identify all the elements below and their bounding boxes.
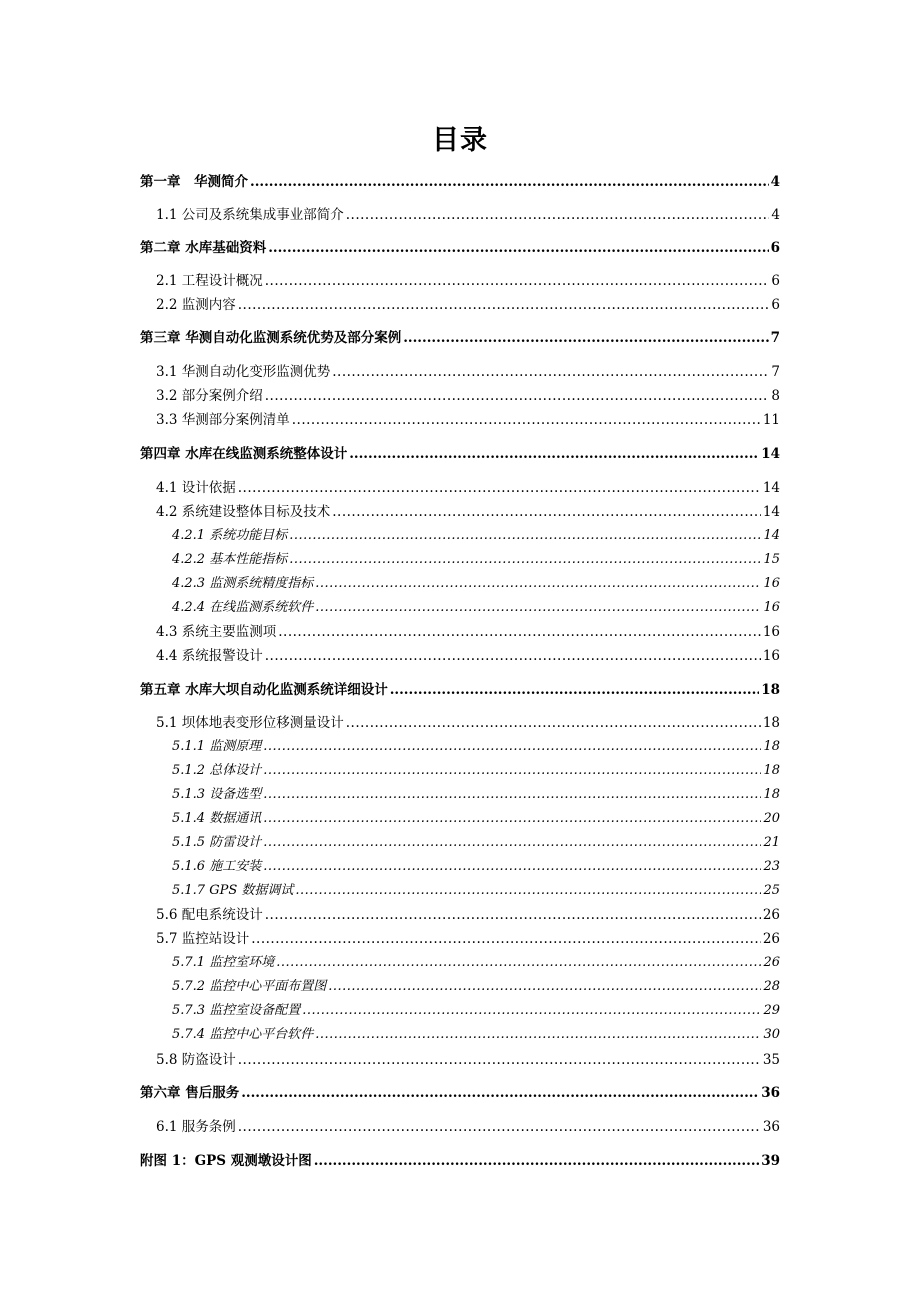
toc-dot-leader	[346, 205, 770, 225]
toc-section-entry[interactable]	[156, 271, 780, 291]
toc-dot-leader	[315, 598, 761, 618]
toc-page-number: 29	[763, 1003, 780, 1018]
toc-entry-label: 附图 1：GPS 观测墩设计图	[140, 1153, 312, 1169]
toc-subsection-entry[interactable]	[172, 598, 780, 618]
toc-chapter-entry[interactable]	[140, 328, 780, 348]
toc-entry-label: 4.2.4 在线监测系统软件	[172, 600, 314, 615]
toc-entry-label: 第五章 水库大坝自动化监测系统详细设计	[140, 682, 388, 698]
toc-section-entry[interactable]	[156, 646, 780, 666]
toc-dot-leader	[263, 809, 761, 829]
toc-subsection-entry[interactable]	[172, 953, 780, 973]
toc-page-number: 7	[771, 364, 780, 380]
toc-page-number: 16	[762, 648, 780, 664]
toc-entry-label: 5.1.5 防雷设计	[172, 835, 262, 850]
toc-chapter-entry[interactable]	[140, 444, 780, 464]
toc-section-entry[interactable]	[156, 1050, 780, 1070]
toc-entry-label: 5.7.1 监控室环境	[172, 955, 275, 970]
toc-section-entry[interactable]	[156, 386, 780, 406]
toc-entry-label: 4.3 系统主要监测项	[156, 624, 277, 640]
toc-chapter-entry[interactable]	[140, 238, 780, 258]
toc-dot-leader	[265, 271, 770, 291]
toc-entry-label: 4.1 设计依据	[156, 480, 236, 496]
toc-page-number: 6	[771, 273, 780, 289]
toc-dot-leader	[238, 1050, 761, 1070]
toc-page-number: 23	[763, 859, 780, 874]
toc-entry-label: 4.2 系统建设整体目标及技术	[156, 504, 331, 520]
toc-dot-leader	[268, 238, 768, 258]
toc-dot-leader	[241, 1083, 759, 1103]
toc-subsection-entry[interactable]	[172, 977, 780, 997]
toc-entry-label: 5.7 监控站设计	[156, 931, 250, 947]
toc-dot-leader	[238, 1117, 761, 1137]
toc-entry-label: 4.2.2 基本性能指标	[172, 552, 288, 567]
toc-section-entry[interactable]	[156, 478, 780, 498]
toc-section-entry[interactable]	[156, 410, 780, 430]
toc-section-entry[interactable]	[156, 905, 780, 925]
toc-dot-leader	[263, 761, 761, 781]
toc-page-number: 39	[761, 1153, 780, 1169]
toc-chapter-entry[interactable]	[140, 1151, 780, 1171]
toc-entry-label: 4.2.1 系统功能目标	[172, 528, 288, 543]
toc-dot-leader	[289, 526, 761, 546]
toc-page-number: 30	[763, 1027, 780, 1042]
toc-page-number: 18	[761, 682, 780, 698]
toc-dot-leader	[403, 328, 768, 348]
toc-subsection-entry[interactable]	[172, 761, 780, 781]
toc-dot-leader	[390, 680, 760, 700]
toc-section-entry[interactable]	[156, 295, 780, 315]
toc-dot-leader	[332, 362, 769, 382]
toc-dot-leader	[263, 785, 761, 805]
toc-entry-label: 5.1.2 总体设计	[172, 763, 262, 778]
toc-page-number: 18	[762, 715, 780, 731]
toc-dot-leader	[314, 1151, 759, 1171]
toc-page-number: 18	[763, 763, 780, 778]
toc-page-number: 4	[771, 207, 780, 223]
toc-entry-label: 3.3 华测部分案例清单	[156, 412, 290, 428]
toc-entry-label: 5.1.3 设备选型	[172, 787, 262, 802]
toc-dot-leader	[265, 386, 770, 406]
toc-page-number: 16	[762, 624, 780, 640]
toc-dot-leader	[276, 953, 761, 973]
toc-page-number: 6	[770, 240, 780, 256]
toc-dot-leader	[265, 646, 761, 666]
toc-dot-leader	[328, 977, 761, 997]
toc-page-number: 18	[763, 739, 780, 754]
toc-section-entry[interactable]	[156, 622, 780, 642]
toc-entry-label: 5.1.1 监测原理	[172, 739, 262, 754]
toc-dot-leader	[263, 857, 761, 877]
toc-dot-leader	[295, 881, 761, 901]
toc-subsection-entry[interactable]	[172, 785, 780, 805]
toc-page-number: 21	[763, 835, 780, 850]
toc-entry-label: 6.1 服务条例	[156, 1119, 236, 1135]
toc-entry-label: 5.6 配电系统设计	[156, 907, 263, 923]
toc-subsection-entry[interactable]	[172, 550, 780, 570]
toc-entry-label: 2.1 工程设计概况	[156, 273, 263, 289]
toc-dot-leader	[332, 502, 761, 522]
toc-entry-label: 第六章 售后服务	[140, 1085, 240, 1101]
toc-page-number: 16	[763, 576, 780, 591]
toc-subsection-entry[interactable]	[172, 1001, 780, 1021]
toc-dot-leader	[265, 905, 761, 925]
toc-entry-label: 5.7.4 监控中心平台软件	[172, 1027, 314, 1042]
toc-page-number: 35	[762, 1052, 780, 1068]
toc-page-number: 18	[763, 787, 780, 802]
toc-entry-label: 3.2 部分案例介绍	[156, 388, 263, 404]
toc-dot-leader	[251, 929, 761, 949]
toc-entry-label: 4.2.3 监测系统精度指标	[172, 576, 314, 591]
toc-chapter-entry[interactable]	[140, 172, 780, 192]
toc-section-entry[interactable]	[156, 502, 780, 522]
toc-subsection-entry[interactable]	[172, 526, 780, 546]
toc-entry-label: 第四章 水库在线监测系统整体设计	[140, 446, 348, 462]
toc-page-number: 4	[770, 174, 780, 190]
toc-dot-leader	[315, 574, 761, 594]
toc-section-entry[interactable]	[156, 929, 780, 949]
toc-section-entry[interactable]	[156, 362, 780, 382]
toc-dot-leader	[315, 1025, 761, 1045]
toc-page-number: 6	[771, 297, 780, 313]
toc-subsection-entry[interactable]	[172, 1025, 780, 1045]
toc-chapter-entry[interactable]	[140, 680, 780, 700]
toc-page-number: 16	[763, 600, 780, 615]
toc-entry-label: 5.1 坝体地表变形位移测量设计	[156, 715, 344, 731]
toc-dot-leader	[263, 833, 761, 853]
toc-entry-label: 1.1 公司及系统集成事业部简介	[156, 207, 344, 223]
toc-section-entry[interactable]	[156, 713, 780, 733]
toc-dot-leader	[349, 444, 759, 464]
toc-subsection-entry[interactable]	[172, 574, 780, 594]
toc-entry-label: 5.7.2 监控中心平面布置图	[172, 979, 327, 994]
toc-entry-label: 5.7.3 监控室设备配置	[172, 1003, 301, 1018]
toc-page-number: 20	[763, 811, 780, 826]
toc-subsection-entry[interactable]	[172, 737, 780, 757]
toc-page-number: 15	[763, 552, 780, 567]
toc-entry-label: 5.1.6 施工安装	[172, 859, 262, 874]
toc-page-number: 36	[761, 1085, 780, 1101]
toc-dot-leader	[278, 622, 761, 642]
toc-entry-label: 5.1.7 GPS 数据调试	[172, 883, 294, 898]
toc-dot-leader	[238, 478, 761, 498]
toc-dot-leader	[302, 1001, 761, 1021]
page-title: 目录	[432, 125, 488, 156]
toc-dot-leader	[346, 713, 761, 733]
toc-dot-leader	[289, 550, 761, 570]
toc-page-number: 7	[770, 330, 780, 346]
toc-entry-label: 3.1 华测自动化变形监测优势	[156, 364, 331, 380]
toc-subsection-entry[interactable]	[172, 857, 780, 877]
toc-entry-label: 5.1.4 数据通讯	[172, 811, 262, 826]
toc-page-number: 14	[763, 528, 780, 543]
toc-entry-label: 第一章 华测简介	[140, 174, 248, 190]
toc-entry-label: 2.2 监测内容	[156, 297, 236, 313]
toc-page-number: 26	[763, 955, 780, 970]
toc-page-number: 11	[762, 412, 780, 428]
toc-subsection-entry[interactable]	[172, 881, 780, 901]
toc-page-number: 14	[762, 480, 780, 496]
toc-dot-leader	[292, 410, 761, 430]
toc-page-number: 28	[763, 979, 780, 994]
toc-page-number: 26	[762, 931, 780, 947]
toc-entry-label: 4.4 系统报警设计	[156, 648, 263, 664]
toc-page-number: 14	[762, 504, 780, 520]
toc-chapter-entry[interactable]	[140, 1083, 780, 1103]
toc-page-number: 25	[763, 883, 780, 898]
toc-page-number: 36	[762, 1119, 780, 1135]
toc-subsection-entry[interactable]	[172, 809, 780, 829]
toc-page-number: 8	[771, 388, 780, 404]
toc-subsection-entry[interactable]	[172, 833, 780, 853]
toc-section-entry[interactable]	[156, 1117, 780, 1137]
toc-entry-label: 第二章 水库基础资料	[140, 240, 267, 256]
toc-entry-label: 第三章 华测自动化监测系统优势及部分案例	[140, 330, 402, 346]
toc-dot-leader	[263, 737, 761, 757]
toc-dot-leader	[250, 172, 769, 192]
toc-section-entry[interactable]	[156, 205, 780, 225]
toc-entry-label: 5.8 防盗设计	[156, 1052, 236, 1068]
toc-page-number: 26	[762, 907, 780, 923]
toc-dot-leader	[238, 295, 770, 315]
toc-page-number: 14	[761, 446, 780, 462]
